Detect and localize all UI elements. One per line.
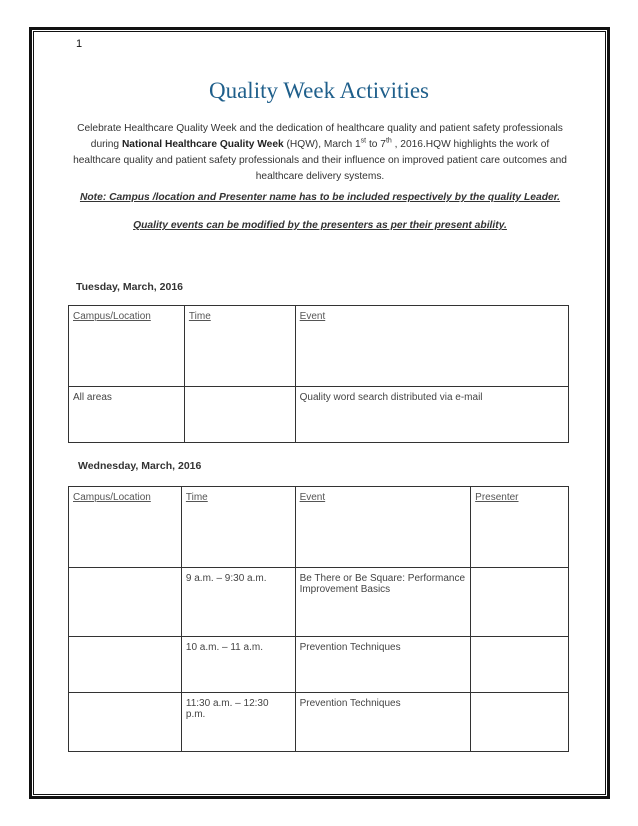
cell-event: Be There or Be Square: Performance Improvement Basics <box>295 568 471 637</box>
wednesday-schedule-table <box>68 486 569 752</box>
cell-presenter <box>471 693 569 752</box>
header-event-label: Event <box>299 311 326 322</box>
table-row <box>69 568 569 637</box>
header-event <box>295 306 568 387</box>
table-header-row <box>69 487 569 568</box>
table-row <box>69 693 569 752</box>
header-presenter <box>471 487 569 568</box>
intro-bold-event-name: National Healthcare Quality Week <box>121 139 284 150</box>
header-campus <box>69 306 185 387</box>
cell-time: 11:30 a.m. – 12:30 p.m. <box>181 693 295 752</box>
intro-text-2: (HQW), March 1 <box>283 139 361 150</box>
page-number: 1 <box>76 38 83 50</box>
table-row <box>69 637 569 693</box>
intro-sup-th: th <box>385 137 392 145</box>
cell-campus <box>69 637 182 693</box>
header-event-label: Event <box>299 492 326 503</box>
cell-event: Prevention Techniques <box>295 637 471 693</box>
tuesday-schedule-table <box>68 305 569 443</box>
intro-paragraph <box>70 121 570 185</box>
cell-event: Prevention Techniques <box>295 693 471 752</box>
header-presenter-label: Presenter <box>475 492 519 503</box>
cell-campus <box>69 693 182 752</box>
intro-text-4: , 2016.HQW highlights the work of healthcare quality and patient safety professionals and their influence on improved patient care outcomes and healthcare delivery systems. <box>73 139 567 182</box>
cell-time <box>184 387 295 443</box>
header-campus <box>69 487 182 568</box>
note-modification: Quality events can be modified by the presenters as per their present ability. <box>133 220 507 231</box>
header-time-label: Time <box>188 311 211 322</box>
header-time <box>184 306 295 387</box>
header-campus-label: Campus/Location <box>73 311 151 322</box>
cell-campus <box>69 568 182 637</box>
cell-time: 10 a.m. – 11 a.m. <box>181 637 295 693</box>
cell-event: Quality word search distributed via e-mail <box>295 387 568 443</box>
note-presenter: Note: Campus /location and Presenter name has to be included respectively by the quality Leader. <box>79 192 561 203</box>
cell-presenter <box>471 637 569 693</box>
intro-sup-st: st <box>360 137 367 145</box>
header-time <box>181 487 295 568</box>
table-header-row <box>69 306 569 387</box>
header-time-label: Time <box>185 492 208 503</box>
intro-text-3: to 7 <box>366 139 386 150</box>
intro-text-1: Celebrate Healthcare Quality Week and the dedication of healthcare quality and patient safety professionals during <box>77 123 563 150</box>
cell-campus: All areas <box>69 387 185 443</box>
table-row <box>69 387 569 443</box>
cell-presenter <box>471 568 569 637</box>
cell-time: 9 a.m. – 9:30 a.m. <box>181 568 295 637</box>
tuesday-heading: Tuesday, March, 2016 <box>76 281 183 293</box>
wednesday-heading: Wednesday, March, 2016 <box>78 460 202 472</box>
page-title: Quality Week Activities <box>208 78 430 103</box>
header-campus-label: Campus/Location <box>73 492 151 503</box>
header-event <box>295 487 471 568</box>
